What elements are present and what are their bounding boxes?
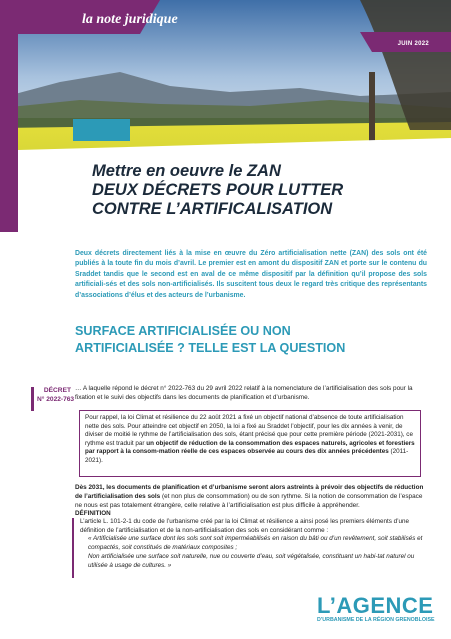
hero-banner <box>0 0 451 232</box>
title-line-1: Mettre en oeuvre le ZAN <box>92 162 281 180</box>
definition-item-1: « Artificialisée une surface dont les sols sont soit imperméabilisés en raison du bâti ou d’un revêtement, soit stabilisés et compactés, soit constitués de matériaux composites ; <box>88 535 423 552</box>
page-title <box>92 162 392 219</box>
parlons-zan-badge <box>73 119 130 141</box>
obligation-bold: Dès 2031, les documents de planification et d’urbanisme seront alors astreints à prévoir des objectifs de réduction de l’artificialisation des sols <box>75 484 424 500</box>
definition-item-2: Non artificialisée une surface soit naturelle, nue ou couverte d’eau, soit végétalisée, constituant un habi-tat naturel ou utilisée à usage de cultures. » <box>88 552 415 569</box>
obligation-rest: (et non plus de consommation) ou de son rythme. Si la notion de consommation de l’espace ne nous est pas totalement étrangère, celle relative à l’artificialisation est plus difficile à appréhender. <box>75 492 423 509</box>
rubric-label: la note juridique <box>82 12 178 27</box>
section-heading: SURFACE ARTIFICIALISÉE OU NON ARTIFICIALISÉE ? TELLE EST LA QUESTION <box>75 324 346 355</box>
obligation-paragraph <box>75 484 427 510</box>
agency-name: L’AGENCE <box>317 593 434 618</box>
reminder-text-b: (2011-2021). <box>85 448 409 464</box>
intro-paragraph: Deux décrets directement liés à la mise en œuvre du Zéro artificialisation nette (ZAN) des sols ont été publiés à la toute fin du mois d’avril. Le premier est en amont du dispositif ZAN et porte sur le contenu du Sraddet tandis que le second est en aval de ce même dispositif par la définition qu’il propose des sols artificiali-sés et des sols non-artificialisés. Ils suscitent tous deux le regard très critique des représentants d’associations d’élus et des acteurs de l’urbanisme. <box>75 250 427 299</box>
definition-block <box>80 518 423 570</box>
decree-badge <box>31 387 75 411</box>
title-line-3: CONTRE L’ARTIFICALISATION <box>92 200 333 218</box>
definition-label: DÉFINITION <box>75 510 111 517</box>
reminder-text-bold: un objectif de réduction de la consommation des espaces naturels, agricoles et forestiers par rapport à la consom-mation réelle de ces espaces observée au cours des dix années précédentes <box>85 439 415 456</box>
title-line-2: DEUX DÉCRETS POUR LUTTER <box>92 181 344 199</box>
definition-bar <box>72 518 74 578</box>
reminder-text-a: Pour rappel, la loi Climat et résilience du 22 août 2021 a fixé un objectif national d’absence de toute artificialisation nette des sols. Pour atteindre cet objectif en 2050, la loi a fixé au Sraddet l’objectif, pour les dix années à venir, de diviser de moitié le rythme de l’artificialisation des sols, étant précisé que pour cette première période (2021-2031), ce rythme est traduit par <box>85 414 413 447</box>
reminder-frame <box>79 410 421 477</box>
decree-badge-line-2: N° 2022-763 <box>37 395 75 403</box>
publication-date: JUIN 2022 <box>397 41 429 47</box>
decree-paragraph: … A laquelle répond le décret n° 2022-763 du 29 avril 2022 relatif à la nomenclature de l’artificialisation des sols pour la fixation et le suivi des objectifs dans les documents de planification et d’urbanisme. <box>75 385 413 401</box>
decree-badge-line-1: DÉCRET <box>43 387 71 394</box>
agency-logo <box>317 595 437 624</box>
definition-intro: L’article L. 101-2-1 du code de l’urbanisme créé par la loi Climat et résilience a ainsi posé les premiers éléments d’une définition de l’artificialisation et de la non-artificialisation des sols en considérant comme : <box>80 518 410 534</box>
agency-tagline: D’URBANISME DE LA RÉGION GRENOBLOISE <box>317 617 435 623</box>
